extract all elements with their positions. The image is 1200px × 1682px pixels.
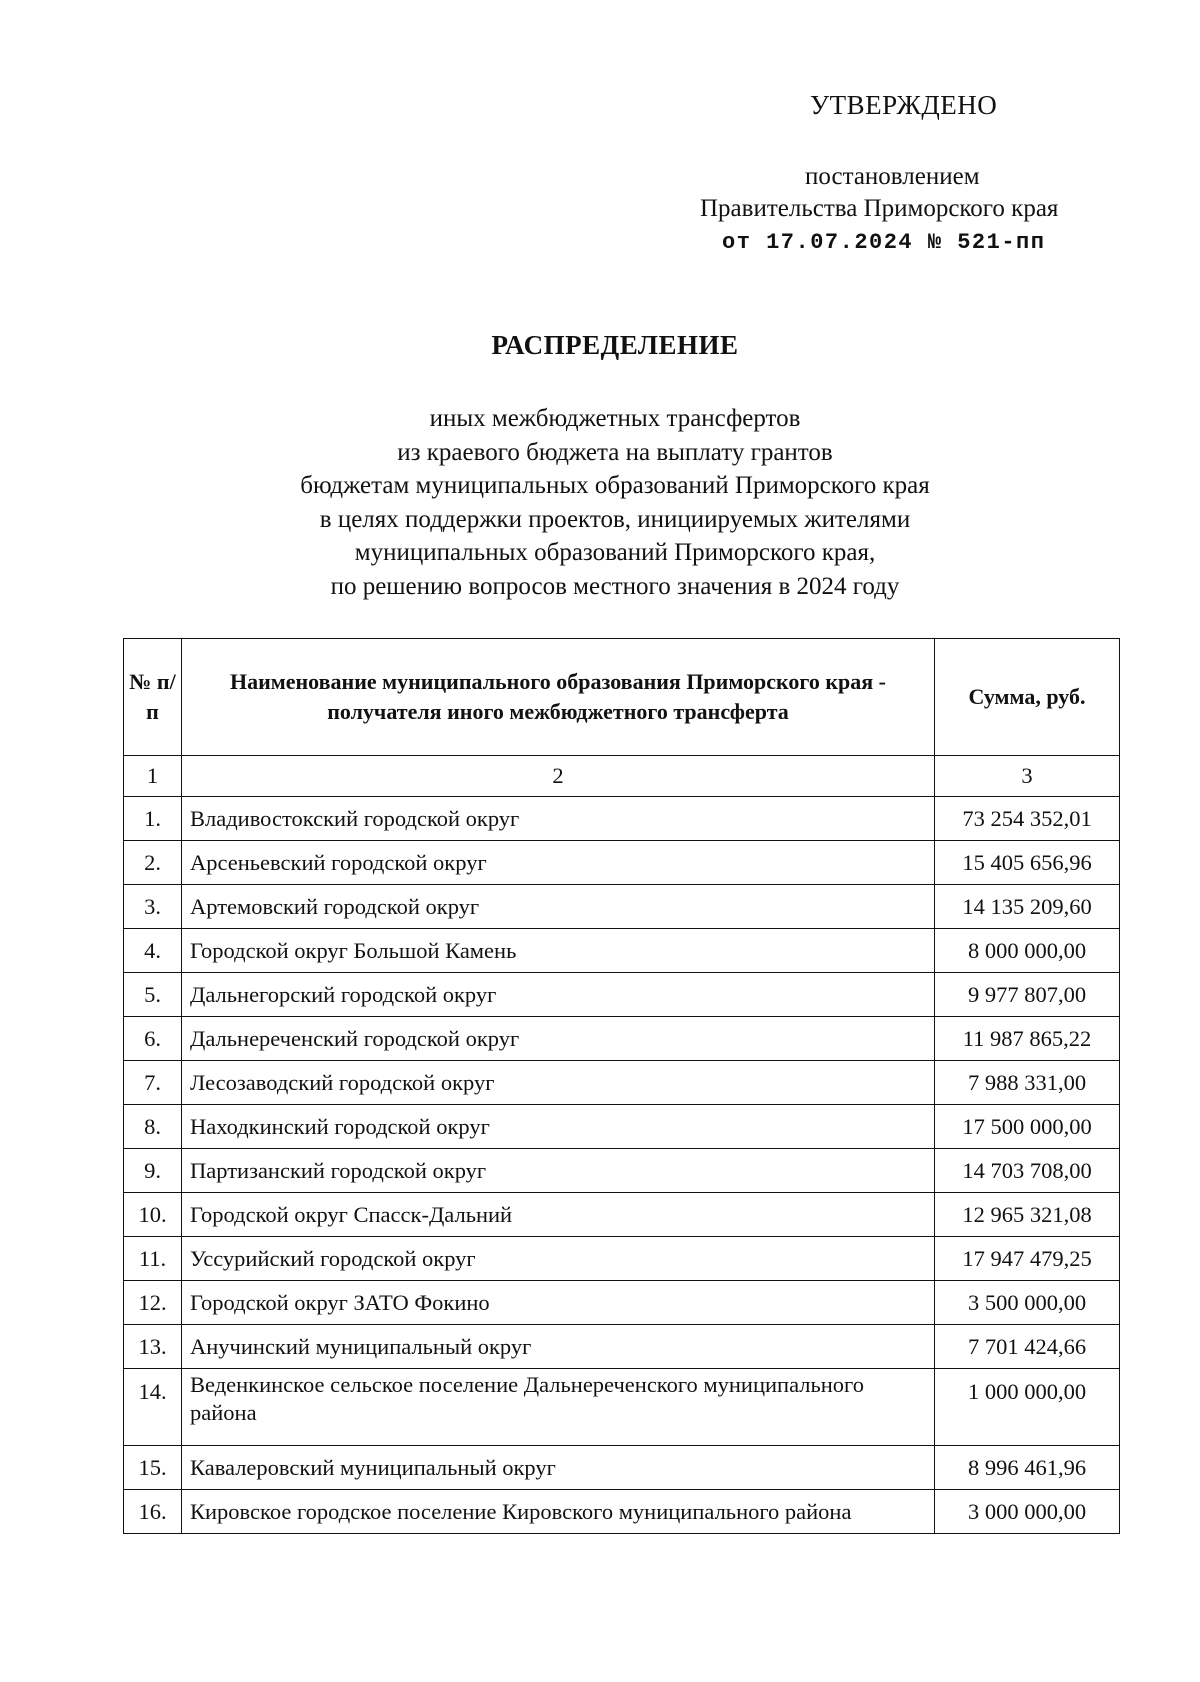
row-amount: 7 701 424,66 <box>935 1325 1120 1369</box>
row-number: 11. <box>124 1237 182 1281</box>
row-number: 15. <box>124 1446 182 1490</box>
row-amount: 17 947 479,25 <box>935 1237 1120 1281</box>
row-number: 13. <box>124 1325 182 1369</box>
row-number: 1. <box>124 797 182 841</box>
subtitle-line: в целях поддержки проектов, инициируемых жителями <box>319 505 911 533</box>
row-name: Партизанский городской округ <box>182 1149 935 1193</box>
table-row <box>124 885 1120 929</box>
row-amount: 14 135 209,60 <box>935 885 1120 929</box>
header-amount: Сумма, руб. <box>935 639 1120 756</box>
table-row <box>124 973 1120 1017</box>
row-amount: 8 000 000,00 <box>935 929 1120 973</box>
row-number: 6. <box>124 1017 182 1061</box>
document-title: РАСПРЕДЕЛЕНИЕ <box>491 330 739 360</box>
table-header-row <box>124 639 1120 756</box>
row-name: Кировское городское поселение Кировского муниципального района <box>182 1490 935 1534</box>
row-amount: 9 977 807,00 <box>935 973 1120 1017</box>
subtitle-line: по решению вопросов местного значения в 2024 году <box>330 572 900 600</box>
row-amount: 8 996 461,96 <box>935 1446 1120 1490</box>
table-row <box>124 1061 1120 1105</box>
approval-by-line: постановлением <box>805 163 980 190</box>
row-name: Владивостокский городской округ <box>182 797 935 841</box>
table-row <box>124 1281 1120 1325</box>
row-amount: 3 000 000,00 <box>935 1490 1120 1534</box>
column-number: 2 <box>182 756 935 797</box>
subtitle-line: иных межбюджетных трансфертов <box>429 405 801 432</box>
table-row <box>124 1149 1120 1193</box>
subtitle-line: из краевого бюджета на выплату грантов <box>397 438 833 466</box>
table-row <box>124 1105 1120 1149</box>
column-number-row <box>124 756 1120 797</box>
column-number: 1 <box>124 756 182 797</box>
row-name: Анучинский муниципальный округ <box>182 1325 935 1369</box>
subtitle-line: бюджетам муниципальных образований Приморского края <box>300 472 930 499</box>
table-row <box>124 841 1120 885</box>
subtitle-line: муниципальных образований Приморского края, <box>354 539 876 566</box>
row-name: Городской округ Большой Камень <box>182 929 935 973</box>
row-amount: 73 254 352,01 <box>935 797 1120 841</box>
table-row <box>124 1490 1120 1534</box>
row-name: Лесозаводский городской округ <box>182 1061 935 1105</box>
row-number: 12. <box>124 1281 182 1325</box>
row-number: 7. <box>124 1061 182 1105</box>
document-subtitle <box>230 402 1000 603</box>
row-name: Дальнереченский городской округ <box>182 1017 935 1061</box>
approval-authority: Правительства Приморского края <box>700 195 1059 222</box>
row-name: Кавалеровский муниципальный округ <box>182 1446 935 1490</box>
table-row <box>124 1325 1120 1369</box>
row-name: Городской округ ЗАТО Фокино <box>182 1281 935 1325</box>
table-row <box>124 1017 1120 1061</box>
row-amount: 3 500 000,00 <box>935 1281 1120 1325</box>
row-amount: 14 703 708,00 <box>935 1149 1120 1193</box>
row-name: Находкинский городской округ <box>182 1105 935 1149</box>
row-name: Веденкинское сельское поселение Дальнереченского муниципального района <box>182 1369 935 1446</box>
row-name: Артемовский городской округ <box>182 885 935 929</box>
table-row <box>124 929 1120 973</box>
table-row <box>124 797 1120 841</box>
row-name: Дальнегорский городской округ <box>182 973 935 1017</box>
row-amount: 1 000 000,00 <box>935 1369 1120 1446</box>
table-body <box>124 797 1120 1534</box>
header-number: № п/п <box>124 639 182 756</box>
row-amount: 17 500 000,00 <box>935 1105 1120 1149</box>
row-amount: 11 987 865,22 <box>935 1017 1120 1061</box>
row-number: 4. <box>124 929 182 973</box>
row-amount: 15 405 656,96 <box>935 841 1120 885</box>
column-number: 3 <box>935 756 1120 797</box>
table-row <box>124 1369 1120 1446</box>
distribution-table <box>123 638 1120 1534</box>
row-number: 8. <box>124 1105 182 1149</box>
row-amount: 12 965 321,08 <box>935 1193 1120 1237</box>
row-number: 14. <box>124 1369 182 1446</box>
row-number: 3. <box>124 885 182 929</box>
row-amount: 7 988 331,00 <box>935 1061 1120 1105</box>
row-number: 2. <box>124 841 182 885</box>
row-name: Городской округ Спасск-Дальний <box>182 1193 935 1237</box>
row-name: Уссурийский городской округ <box>182 1237 935 1281</box>
row-name: Арсеньевский городской округ <box>182 841 935 885</box>
header-name: Наименование муниципального образования Приморского края - получателя иного межбюджетного трансферта <box>182 639 935 756</box>
table-row <box>124 1237 1120 1281</box>
row-number: 5. <box>124 973 182 1017</box>
row-number: 10. <box>124 1193 182 1237</box>
table-row <box>124 1193 1120 1237</box>
approval-reference: от 17.07.2024 № 521-пп <box>722 230 1046 255</box>
row-number: 16. <box>124 1490 182 1534</box>
table-row <box>124 1446 1120 1490</box>
row-number: 9. <box>124 1149 182 1193</box>
approval-status: УТВЕРЖДЕНО <box>810 90 998 120</box>
